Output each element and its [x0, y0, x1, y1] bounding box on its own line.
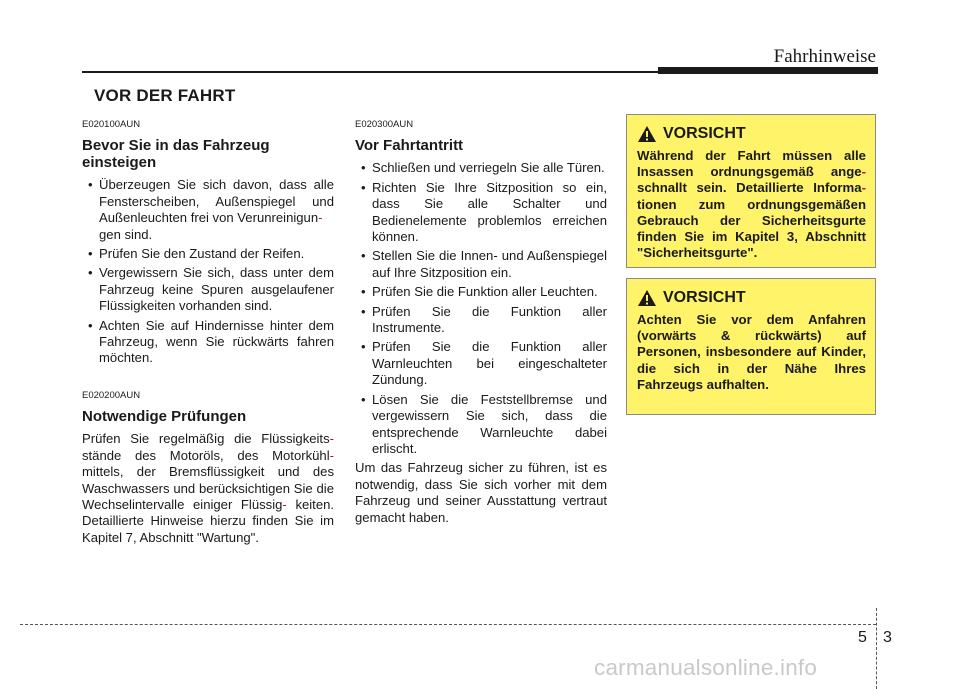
section-code: E020200AUN: [82, 389, 141, 401]
caution-title: VORSICHT: [663, 288, 746, 306]
header-rule-thick: [658, 67, 878, 74]
list-item: • Prüfen Sie die Funktion aller Leuchten.: [355, 284, 607, 300]
heading-before-driving: Vor Fahrtantritt: [355, 137, 464, 155]
section-code: E020300AUN: [355, 119, 414, 130]
list-item: • Prüfen Sie die Funktion aller Warnleuchten bei eingeschalteter Zündung.: [355, 339, 607, 388]
caution-box-surroundings: [626, 278, 876, 415]
list-item: • Vergewissern Sie sich, dass unter dem Fahrzeug keine Spuren ausgelaufener Flüssigkeiten vorhanden sind.: [82, 265, 334, 314]
warning-triangle-icon: [637, 125, 657, 143]
section-code: E020100AUN: [82, 119, 141, 130]
column-left: [82, 117, 334, 546]
section-title: VOR DER FAHRT: [94, 86, 236, 105]
list-item: • Überzeugen Sie sich davon, dass alle Fensterscheiben, Außenspiegel und Außenleuchten frei von Verunreinigun- gen sind.: [82, 177, 334, 243]
warning-triangle-icon: [637, 289, 657, 307]
list-item: • Achten Sie auf Hindernisse hinter dem Fahrzeug, wenn Sie rückwärts fahren möchten.: [82, 318, 334, 367]
heading-before-entering: Bevor Sie in das Fahrzeug einsteigen: [82, 137, 270, 172]
list-item: • Prüfen Sie die Funktion aller Instrumente.: [355, 304, 607, 337]
list-item: • Prüfen Sie den Zustand der Reifen.: [82, 246, 334, 262]
list-item: • Lösen Sie die Feststellbremse und vergewissern Sie sich, dass die entsprechende Warnleuchte dabei erlischt.: [355, 392, 607, 458]
caution-header: [637, 289, 866, 307]
watermark: carmanualsonline.info: [594, 655, 818, 680]
list-item: • Stellen Sie die Innen- und Außenspiegel auf Ihre Sitzposition ein.: [355, 248, 607, 281]
caution-title: VORSICHT: [663, 124, 746, 142]
heading-necessary-checks: Notwendige Prüfungen: [82, 408, 247, 426]
header-rule-thin: [82, 71, 660, 73]
paragraph-familiarize: Um das Fahrzeug sicher zu führen, ist es notwendig, dass Sie sich vorher mit dem Fahrzeug und seiner Ausstattung vertraut gemacht haben.: [355, 460, 607, 525]
list-item: • Schließen und verriegeln Sie alle Türen.: [355, 160, 607, 176]
checklist-before-driving: [355, 160, 607, 457]
list-item: • Richten Sie Ihre Sitzposition so ein, dass Sie alle Schalter und Bedienelemente problemlos erreichen können.: [355, 180, 607, 246]
chapter-title: Fahrhinweise: [773, 46, 876, 67]
checklist-before-entering: [82, 177, 334, 366]
caution-text: Während der Fahrt müssen alle Insassen ordnungsgemäß ange- schnallt sein. Detaillierte Informa- tionen zum ordnungsgemäßen Gebrauch der Sicherheitsgurte finden Sie im Kapitel 3, Abschnitt "Sicherheitsgurte".: [637, 148, 866, 261]
column-middle: [355, 117, 607, 526]
page-chapter-number: 5: [858, 629, 867, 646]
caution-text: Achten Sie vor dem Anfahren (vorwärts & rückwärts) auf Personen, insbesondere auf Kinder, die sich in der Nähe Ihres Fahrzeugs aufhalten.: [637, 312, 866, 392]
caution-header: [637, 125, 866, 143]
page-number: 3: [883, 629, 892, 646]
paragraph-necessary-checks: Prüfen Sie regelmäßig die Flüssigkeits- stände des Motoröls, des Motorkühl- mittels, der Bremsflüssigkeit und des Waschwassers und berücksichtigen Sie die Wechselintervalle einiger Flüssig- keiten. Detaillierte Hinweise hierzu finden Sie im Kapitel 7, Abschnitt "Wartung".: [82, 431, 335, 545]
page-number-divider: [876, 608, 877, 689]
caution-box-seatbelts: [626, 114, 876, 268]
footer-rule: [20, 624, 876, 625]
